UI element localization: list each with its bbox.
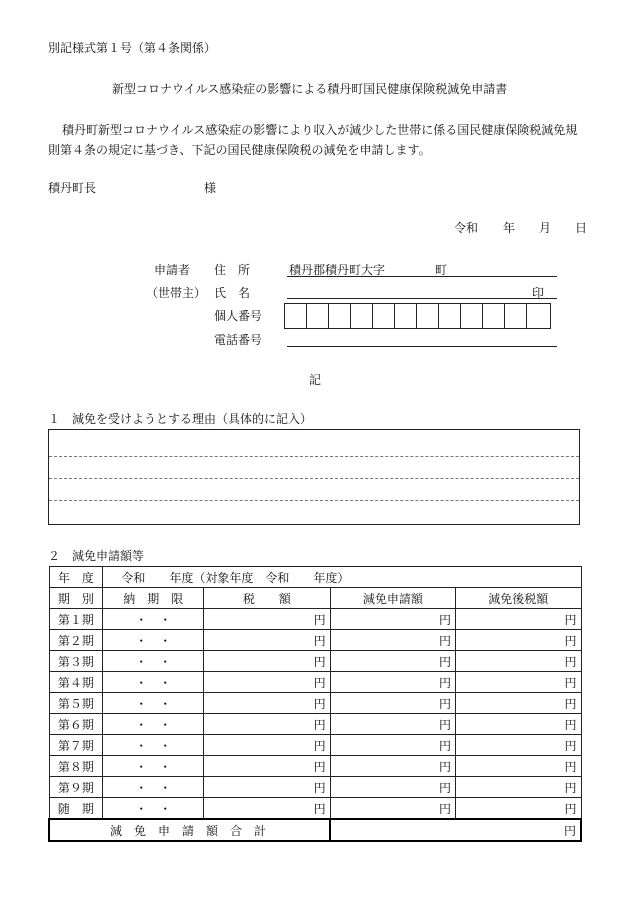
- due-cell[interactable]: ・ ・: [103, 672, 204, 693]
- householder-label: （世帯主）: [146, 286, 207, 300]
- form-number: 別記様式第１号（第４条関係）: [48, 41, 217, 55]
- tax-cell[interactable]: 円: [204, 672, 331, 693]
- phone-label: 電話番号: [214, 333, 263, 347]
- ki-mark: 記: [309, 373, 322, 387]
- year-value[interactable]: 令和 年度（対象年度 令和 年度）: [103, 567, 581, 588]
- after-cell[interactable]: 円: [456, 630, 581, 651]
- period-cell: 第６期: [49, 714, 103, 735]
- table-row: [49, 693, 581, 714]
- period-cell: 第４期: [49, 672, 103, 693]
- date-year[interactable]: 年: [503, 221, 516, 235]
- total-amount-cell[interactable]: 円: [330, 819, 581, 841]
- due-cell[interactable]: ・ ・: [103, 630, 204, 651]
- id-number-boxes[interactable]: [284, 303, 551, 329]
- table-row: [49, 714, 581, 735]
- table-row: [49, 756, 581, 777]
- after-cell[interactable]: 円: [456, 777, 581, 798]
- period-cell: 第１期: [49, 609, 103, 630]
- period-cell: 第２期: [49, 630, 103, 651]
- tax-cell[interactable]: 円: [204, 630, 331, 651]
- table-row: [49, 609, 581, 630]
- col-after: 減免後税額: [456, 588, 581, 609]
- period-cell: 第９期: [49, 777, 103, 798]
- requested-cell[interactable]: 円: [330, 735, 455, 756]
- tax-cell[interactable]: 円: [204, 693, 331, 714]
- due-cell[interactable]: ・ ・: [103, 735, 204, 756]
- section2-heading: ２ 減免申請額等: [48, 549, 145, 563]
- col-tax: 税 額: [204, 588, 331, 609]
- col-requested: 減免申請額: [330, 588, 455, 609]
- tax-cell[interactable]: 円: [204, 735, 331, 756]
- requested-cell[interactable]: 円: [330, 651, 455, 672]
- due-cell[interactable]: ・ ・: [103, 714, 204, 735]
- section1-heading: １ 減免を受けようとする理由（具体的に記入）: [48, 412, 313, 426]
- requested-cell[interactable]: 円: [330, 714, 455, 735]
- requested-cell[interactable]: 円: [330, 777, 455, 798]
- period-cell: 第３期: [49, 651, 103, 672]
- year-label: 年 度: [49, 567, 103, 588]
- requested-cell[interactable]: 円: [330, 630, 455, 651]
- name-label: 氏 名: [214, 286, 251, 300]
- body-text-line2: 則第４条の規定に基づき、下記の国民健康保険税の減免を申請します。: [48, 143, 431, 157]
- date-month[interactable]: 月: [539, 221, 552, 235]
- honorific: 様: [204, 181, 217, 195]
- due-cell[interactable]: ・ ・: [103, 609, 204, 630]
- requested-cell[interactable]: 円: [330, 672, 455, 693]
- tax-cell[interactable]: 円: [204, 609, 331, 630]
- requested-cell[interactable]: 円: [330, 756, 455, 777]
- period-cell: 第７期: [49, 735, 103, 756]
- period-cell: 第８期: [49, 756, 103, 777]
- table-row: [49, 777, 581, 798]
- after-cell[interactable]: 円: [456, 693, 581, 714]
- tax-cell[interactable]: 円: [204, 651, 331, 672]
- table-row: [49, 630, 581, 651]
- after-cell[interactable]: 円: [456, 651, 581, 672]
- applicant-label: 申請者: [154, 263, 191, 277]
- tax-cell[interactable]: 円: [204, 714, 331, 735]
- requested-cell[interactable]: 円: [330, 609, 455, 630]
- body-text-line1: 積丹町新型コロナウイルス感染症の影響により収入が減少した世帯に係る国民健康保険税減免規: [62, 123, 578, 137]
- due-cell[interactable]: ・ ・: [103, 798, 204, 820]
- total-row: [49, 819, 581, 841]
- after-cell[interactable]: 円: [456, 609, 581, 630]
- col-due: 納 期 限: [103, 588, 204, 609]
- name-field[interactable]: [287, 298, 557, 299]
- period-cell: 随 期: [49, 798, 103, 820]
- amount-table: [48, 566, 582, 842]
- due-cell[interactable]: ・ ・: [103, 693, 204, 714]
- due-cell[interactable]: ・ ・: [103, 777, 204, 798]
- after-cell[interactable]: 円: [456, 714, 581, 735]
- date-day[interactable]: 日: [575, 221, 588, 235]
- col-period: 期 別: [49, 588, 103, 609]
- due-cell[interactable]: ・ ・: [103, 651, 204, 672]
- address-underline: [287, 276, 557, 277]
- after-cell[interactable]: 円: [456, 672, 581, 693]
- id-number-label: 個人番号: [214, 309, 263, 323]
- table-row: [49, 735, 581, 756]
- after-cell[interactable]: 円: [456, 735, 581, 756]
- date-era: 令和: [454, 221, 479, 235]
- after-cell[interactable]: 円: [456, 756, 581, 777]
- page-title: 新型コロナウイルス感染症の影響による積丹町国民健康保険税減免申請書: [112, 82, 508, 96]
- table-row: [49, 798, 581, 820]
- town-suffix: 町: [435, 263, 448, 277]
- total-label: 減 免 申 請 額 合 計: [49, 819, 330, 841]
- table-row: [49, 651, 581, 672]
- seal-mark: 印: [532, 286, 545, 300]
- address-field[interactable]: 積丹郡積丹町大字: [289, 263, 386, 277]
- due-cell[interactable]: ・ ・: [103, 756, 204, 777]
- addressee: 積丹町長: [48, 181, 97, 195]
- tax-cell[interactable]: 円: [204, 798, 331, 820]
- table-row: [49, 672, 581, 693]
- requested-cell[interactable]: 円: [330, 693, 455, 714]
- tax-cell[interactable]: 円: [204, 756, 331, 777]
- tax-cell[interactable]: 円: [204, 777, 331, 798]
- reason-box[interactable]: [48, 429, 580, 525]
- address-label: 住 所: [214, 263, 251, 277]
- requested-cell[interactable]: 円: [330, 798, 455, 820]
- phone-field[interactable]: [287, 346, 557, 347]
- after-cell[interactable]: 円: [456, 798, 581, 820]
- period-cell: 第５期: [49, 693, 103, 714]
